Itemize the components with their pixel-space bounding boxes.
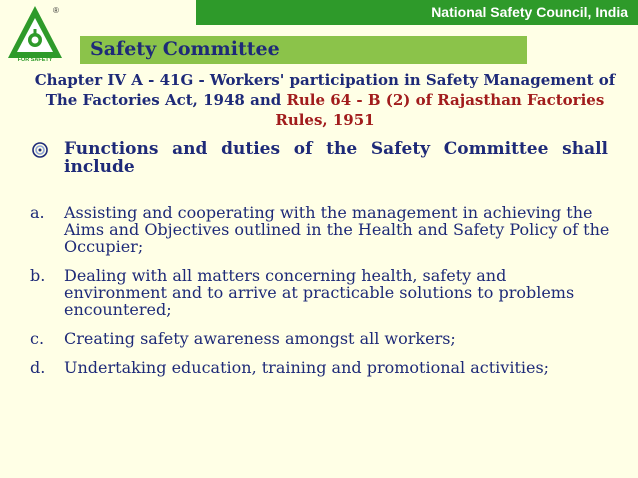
- title-bar: [80, 36, 527, 64]
- chapter-and: and: [244, 91, 287, 109]
- list-item: [30, 204, 610, 255]
- list-marker: a.: [30, 203, 45, 222]
- slide-title: Safety Committee: [90, 38, 280, 60]
- bullet-functions: Functions and duties of the Safety Committee shall include: [64, 139, 608, 177]
- list-item: [30, 330, 610, 347]
- list-marker: b.: [30, 266, 46, 285]
- duties-list: [30, 204, 610, 388]
- chapter-act: Chapter IV A - 41G - Workers' participation in Safety Management of The Factories Act, 1948: [34, 71, 616, 109]
- list-marker: c.: [30, 329, 45, 348]
- header-bar: [196, 0, 638, 25]
- list-item: [30, 359, 610, 376]
- list-item-text: Assisting and cooperating with the management in achieving the Aims and Objectives outlined in the Health and Safety Policy of the Occupier;: [64, 203, 610, 256]
- list-item-text: Dealing with all matters concerning health, safety and environment and to arrive at practicable solutions to problems encountered;: [64, 266, 575, 319]
- registered-mark: ®: [53, 6, 59, 15]
- list-item-text: Undertaking education, training and promotional activities;: [64, 358, 550, 377]
- org-name: National Safety Council, India: [431, 4, 628, 20]
- swirl-bullet-icon: [32, 142, 48, 158]
- list-item-text: Creating safety awareness amongst all workers;: [64, 329, 456, 348]
- list-item: [30, 267, 610, 318]
- list-marker: d.: [30, 358, 46, 377]
- logo-bottom-text: FOR SAFETY: [17, 57, 53, 62]
- chapter-rule: Rule 64 - B (2) of Rajasthan Factories Rules, 1951: [275, 91, 605, 129]
- chapter-reference: [30, 70, 620, 130]
